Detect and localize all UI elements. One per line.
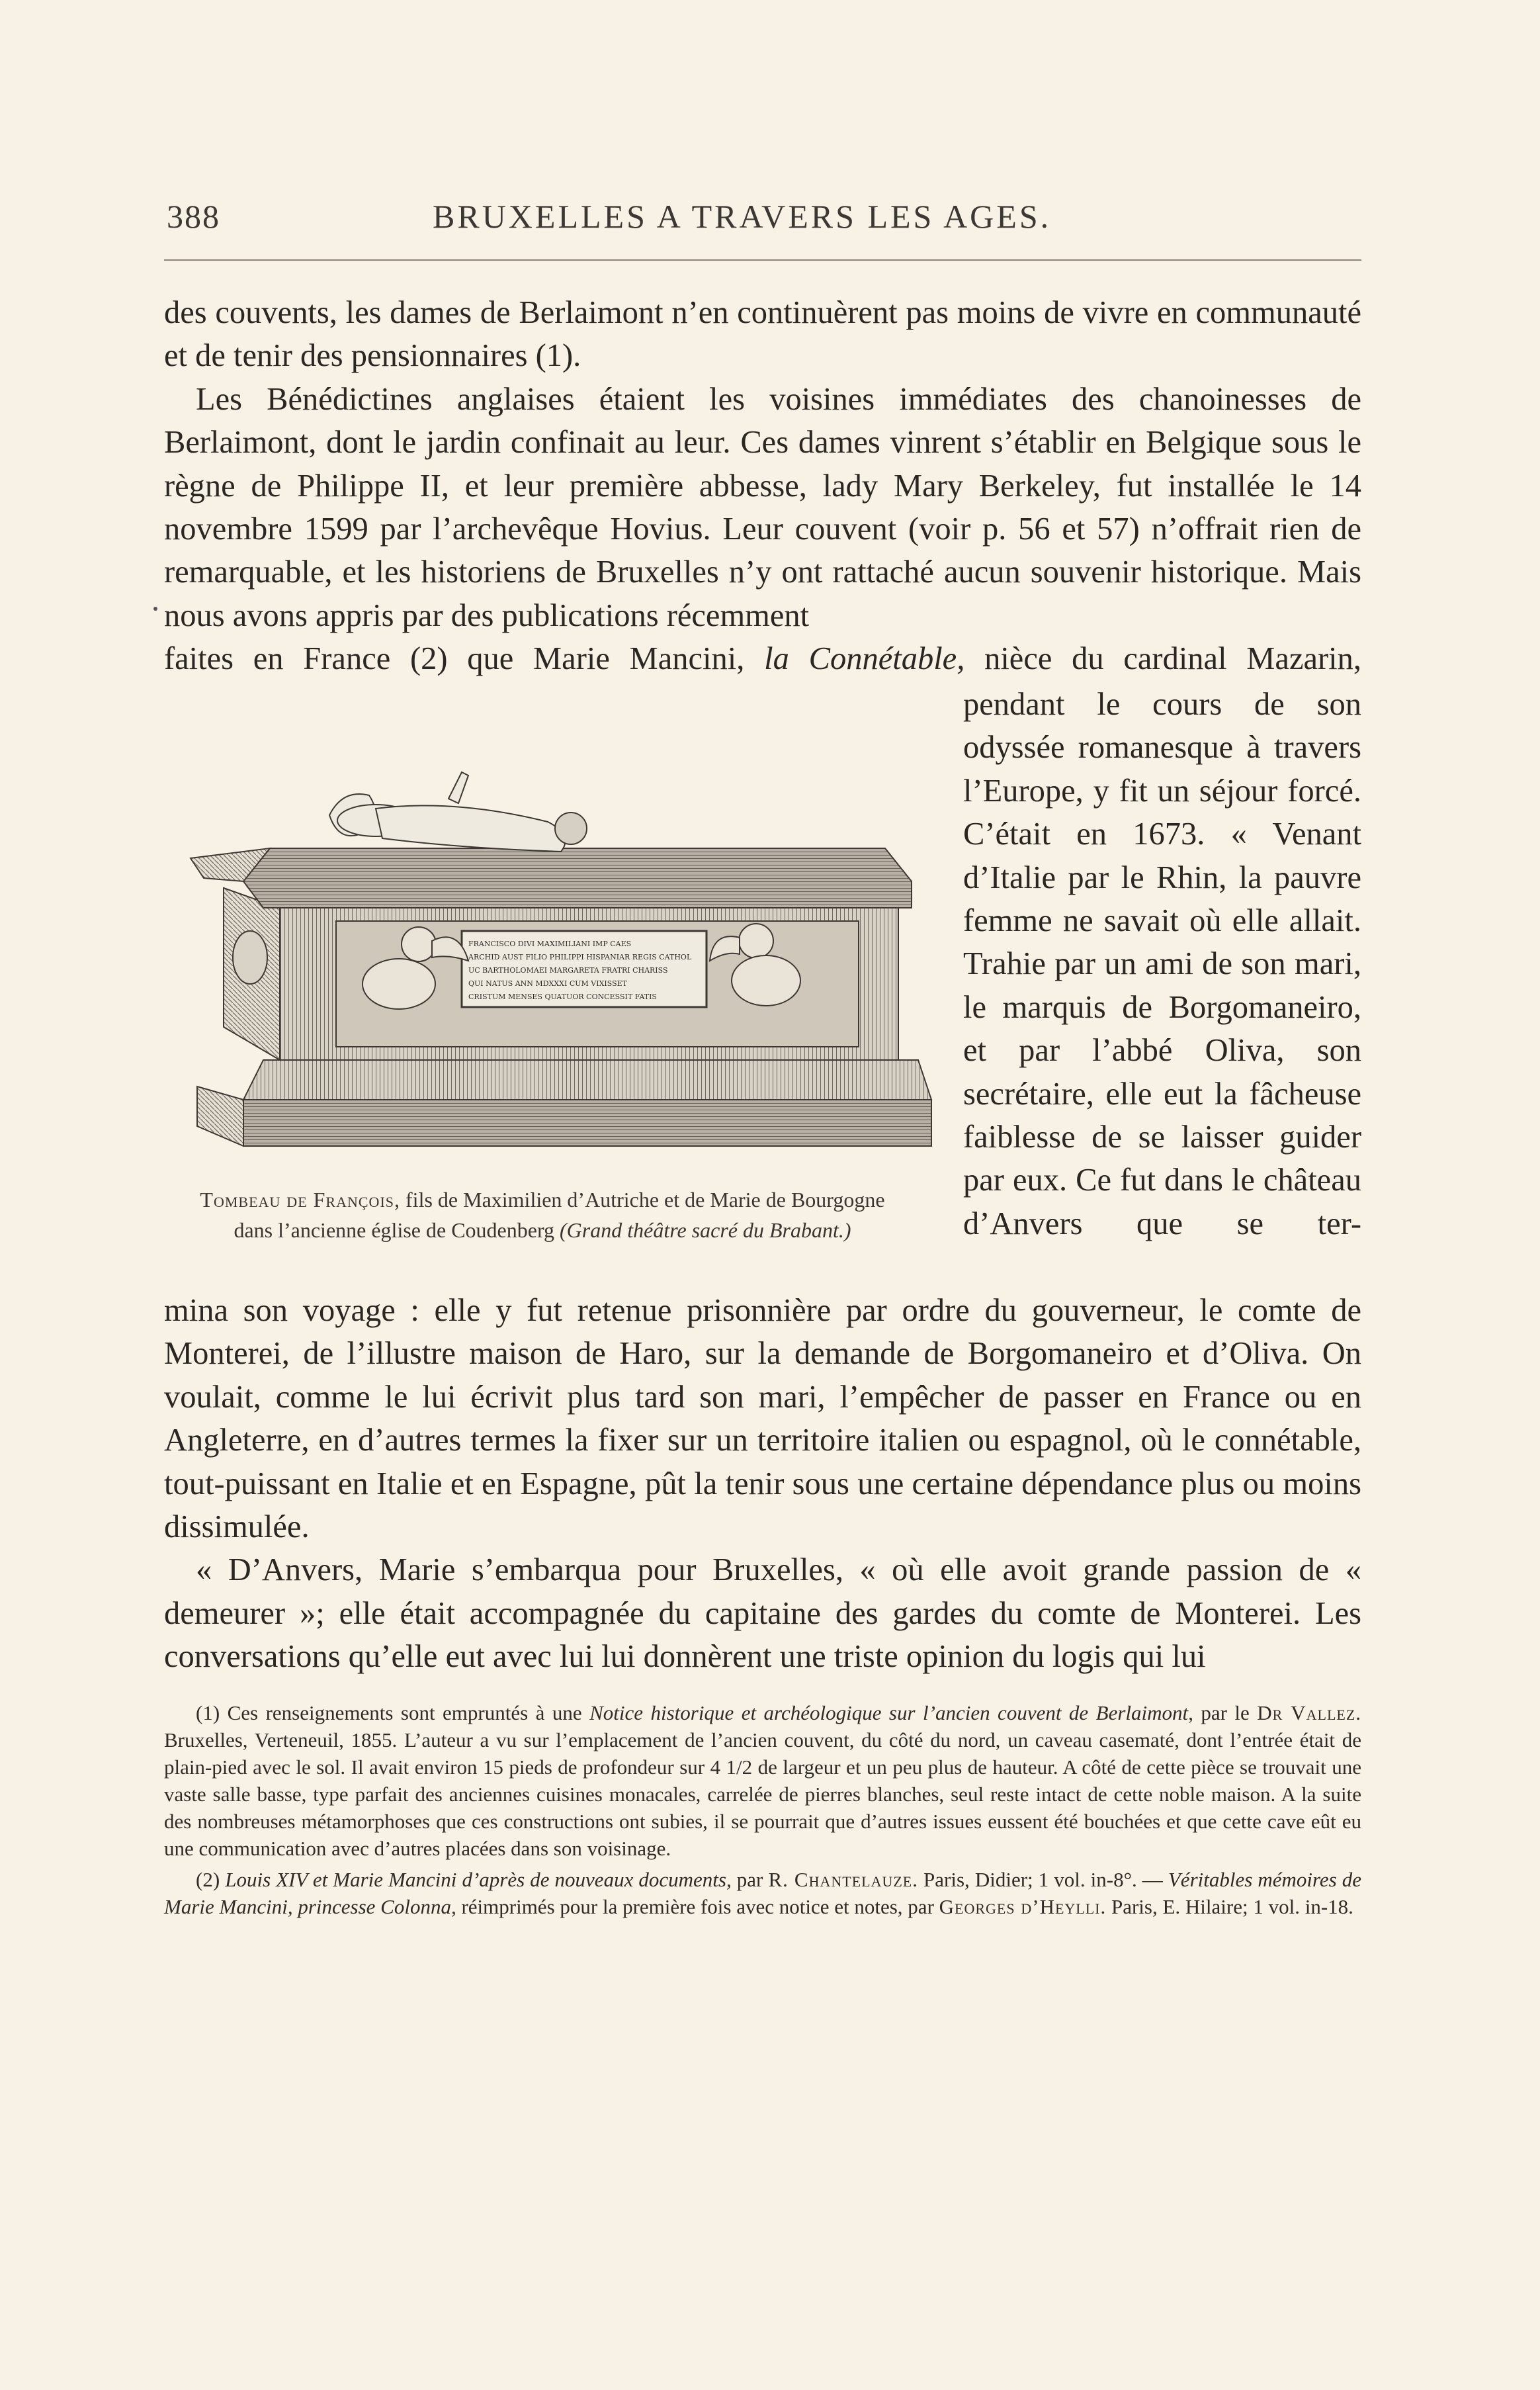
paragraph-1: des couvents, les dames de Berlaimont n’en continuèrent pas moins de vivre en communauté et de tenir des pensionnaires (1). [164,295,1361,374]
body-top [164,291,1361,681]
footnotes [164,1699,1361,1924]
svg-text:CRISTUM MENSES QUATUOR CONCESS: CRISTUM MENSES QUATUOR CONCESSIT FATIS [468,993,657,1001]
svg-text:FRANCISCO DIVI MAXIMILIANI IMP: FRANCISCO DIVI MAXIMILIANI IMP CAES [468,940,632,948]
paragraph-2-last-line: faites en France (2) que Marie Mancini, la Connétable, nièce du cardinal Mazarin, [164,641,1362,677]
margin-mark [153,607,157,611]
paragraph-2: Les Bénédictines anglaises étaient les voisines immédiates des chanoinesses de Berlaimont, dont le jardin confinait au leur. Ces dames vinrent s’établir en Belgique sous le règne de Philippe II, et leur première abbesse, lady Mary Berkeley, fut installée le 14 novembre 1599 par l’archevêque Hovius. Leur couvent (voir p. 56 et 57) n’offrait rien de remarquable, et les historiens de Bruxelles n’y ont rattaché aucun souvenir historique. Mais nous avons appris par des publications récemment [164,381,1361,633]
footnote-2: (2) Louis XIV et Marie Mancini d’après de nouveaux documents, par R. Chantelauze. Paris, Didier; 1 vol. in-8°. — Véritables mémoires de Marie Mancini, princesse Colonna, réimprimés pour la première fois avec notice et notes, par Georges d’Heylli. Paris, E. Hilaire; 1 vol. in-18. [164,1868,1362,1918]
effigy [329,772,587,852]
caption-line-2: dans l’ancienne église de Coudenberg (Grand théâtre sacré du Brabant.) [234,1218,851,1242]
paragraph-3: mina son voyage : elle y fut retenue prisonnière par ordre du gouverneur, le comte de Monterei, de l’illustre maison de Haro, sur la demande de Borgomaneiro et d’Oliva. On voulait, comme le lui écrivit plus tard son mari, l’empêcher de passer en France ou en Angleterre, en d’autres termes la fixer sur un territoire italien ou espagnol, où le connétable, tout-puissant en Italie et en Espagne, pût la tenir sous une certaine dépendance plus ou moins dissimulée. [164,1293,1361,1545]
footnote-1: (1) Ces renseignements sont empruntés à une Notice historique et archéologique sur l’ancien couvent de Berlaimont, par le Dr Vallez. Bruxelles, Verteneuil, 1855. L’auteur a vu sur l’emplacement de l’ancien couvent, du côté du nord, un caveau casematé, dont l’entrée était de plain-pied avec le sol. Il avait environ 15 pieds de profondeur sur 4 1/2 de largeur et un peu plus de hauteur. A côté de cette pièce se trouvait une vaste salle basse, type parfait des anciennes cuisines monacales, carrelée de pierres blanches, seul reste intact de cette noble maison. A la suite des nombreuses métamorphoses que ces constructions ont subies, il se pourrait que d’autres issues eussent été bouchées et que cette cave eût eu une communication avec d’autres placées dans son voisinage. [164,1701,1362,1860]
tomb-engraving [177,716,938,1166]
connetable-italic: la Connétable, [764,641,965,677]
paragraph-4: « D’Anvers, Marie s’embarqua pour Bruxelles, « où elle avoit grande passion de « demeurer »; elle était accompagnée du capitaine des gardes du comte de Monterei. Les conversations qu’elle eut avec lui lui donnèrent une triste opinion du logis qui lui [164,1552,1361,1675]
svg-text:UC BARTHOLOMAEI MARGARETA FRAT: UC BARTHOLOMAEI MARGARETA FRATRI CHARISS [468,966,668,975]
svg-text:ARCHID AUST FILIO PHILIPPI HIS: ARCHID AUST FILIO PHILIPPI HISPANIAR REGIS CATHOL [468,953,692,961]
page-number: 388 [167,198,220,235]
svg-text:QUI NATUS ANN MDXXXI CUM VIXIS: QUI NATUS ANN MDXXXI CUM VIXISSET [468,979,628,988]
running-title: BRUXELLES A TRAVERS LES AGES. [433,198,1052,235]
body-bottom [164,1289,1361,1679]
text-column [963,683,1361,1245]
caption-line-1: Tombeau de François, fils de Maximilien d’Autriche et de Marie de Bourgogne [200,1188,885,1212]
column-text: pendant le cours de son odyssée romanesque à travers l’Europe, y fit un séjour forcé. C’était en 1673. « Venant d’Italie par le Rhin, la pauvre femme ne savait où elle allait. Trahie par un ami de son mari, le marquis de Borgomaneiro, et par l’abbé Oliva, son secrétaire, elle eut la fâcheuse faiblesse de se laisser guider par eux. Ce fut dans le château d’Anvers que se ter- [963,687,1361,1241]
header-rule [164,259,1361,261]
figure-caption [132,1184,953,1245]
